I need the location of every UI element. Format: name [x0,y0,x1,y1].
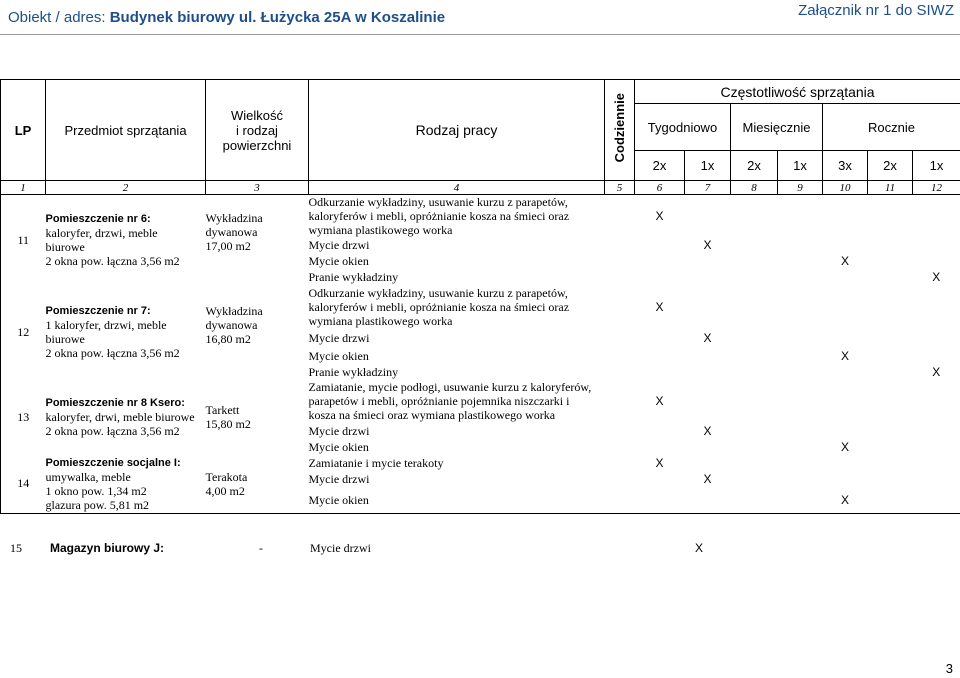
colnum: 6 [635,181,685,195]
mark-x: X [655,456,664,470]
col-yearly: Rocznie [823,104,960,151]
work-line: parapetów i mebli, opróżnianie pojemnika niszczarki i [308,394,570,408]
row-surface-line: dywanowa [205,318,258,332]
work-item: Mycie drzwi [308,238,370,252]
col-subject: Przedmiot sprzątania [46,80,206,181]
row-surface-line: 16,80 m2 [205,332,251,346]
work-line: kaloryferów i mebli, opróżnianie kosza na śmieci oraz [308,300,570,314]
row-subject [46,379,206,455]
work-item: Mycie okien [308,254,369,268]
row-subject-desc: 1 okno pow. 1,34 m2 [45,483,147,498]
header-divider [0,34,960,35]
row-lp: 14 [1,455,46,513]
work-item: Mycie drzwi [308,424,370,438]
row-surface-line: 4,00 m2 [205,483,245,498]
mark-x: X [840,349,849,363]
table-row-15 [0,541,960,556]
row-surface: - [259,541,263,555]
table-row [1,455,960,471]
work-item: Mycie drzwi [310,541,371,555]
table-row [1,379,960,423]
attachment-label: Załącznik nr 1 do SIWZ [798,2,954,19]
row-lp: 11 [1,195,46,286]
work-line: wymiana plastikowego worka [308,314,453,328]
mark-x: X [913,269,960,285]
work-line: Odkurzanie wykładziny, usuwanie kurzu z parapetów, [308,286,568,300]
freq-cell: 2x [635,151,685,181]
row-subject-title: Pomieszczenie nr 6: [45,213,151,225]
row-lp: 12 [1,285,46,379]
mark-x: X [655,300,664,314]
work-item: Mycie okien [309,487,605,513]
work-item: Zamiatanie i mycie terakoty [308,456,444,470]
mark-x: X [703,472,712,486]
col-monthly: Miesięcznie [731,104,823,151]
colnum: 11 [868,181,913,195]
row-surface-line: dywanowa [205,225,258,239]
row-subject-desc: kaloryfer, drwi, meble biurowe [45,410,195,424]
colnum: 12 [913,181,960,195]
page-number: 3 [945,661,953,676]
row-lp: 13 [1,379,46,455]
freq-cell: 3x [823,151,868,181]
work-item [309,285,605,329]
col-weekly: Tygodniowo [635,104,731,151]
col-daily [605,80,635,181]
row-subject [46,455,206,513]
mark-x: X [703,238,712,252]
mark-x: X [913,365,960,379]
col-work: Rodzaj pracy [309,80,605,181]
colnum: 7 [685,181,731,195]
work-line: kaloryferów i mebli, opróżnianie kosza na śmieci oraz [308,209,570,223]
row-subject-desc: kaloryfer, drzwi, meble [45,226,158,240]
work-item: Pranie wykładziny [308,365,399,379]
freq-title: Częstotliwość sprzątania [635,80,960,104]
work-line: kosza na śmieci oraz wymiana plastikowego worka [308,408,556,422]
freq-cell: 1x [778,151,823,181]
row-subject-desc: 2 okna pow. łączna 3,56 m2 [45,346,180,360]
row-surface-line: Terakota [205,469,248,484]
mark-x: X [655,394,664,408]
row-subject [46,285,206,379]
work-line: Odkurzanie wykładziny, usuwanie kurzu z parapetów, [308,195,568,209]
work-item: Pranie wykładziny [308,270,399,284]
col-lp: LP [1,80,46,181]
col-size-line3: powierzchni [222,137,292,153]
mark-x: X [695,541,704,555]
work-item: Mycie okien [308,440,369,454]
object-address-prefix: Obiekt / adres: [8,9,110,26]
colnum: 5 [605,181,635,195]
colnum: 4 [309,181,605,195]
row-subject-desc: 2 okna pow. łączna 3,56 m2 [45,254,180,268]
mark-x: X [823,487,868,513]
freq-cell: 2x [868,151,913,181]
row-surface-line: 17,00 m2 [205,239,251,253]
row-subject-title: Magazyn biurowy J: [50,541,165,555]
row-surface [206,285,309,365]
mark-x: X [840,440,849,454]
col-daily-label: Codziennie [612,93,627,163]
object-address-value: Budynek biurowy ul. Łużycka 25A w Koszalinie [109,9,446,26]
row-surface-line: Wykładzina [205,211,263,225]
work-line: Zamiatanie, mycie podłogi, usuwanie kurzu z kaloryferów, [308,380,592,394]
cleaning-schedule-table [0,79,960,514]
col-size [206,80,309,181]
row-surface-line: Tarkett [205,403,240,417]
work-item: Mycie okien [308,349,369,363]
row-subject-desc: umywalka, meble [45,469,131,484]
object-address [8,9,445,26]
colnum: 3 [206,181,309,195]
colnum: 10 [823,181,868,195]
table-row [1,195,960,238]
row-subject [46,195,206,286]
row-subject-desc: biurowe [45,240,85,254]
row-surface [206,379,309,455]
mark-x: X [840,254,849,268]
row-lp: 15 [10,541,22,555]
mark-x: X [655,209,664,223]
row-subject-desc: 1 kaloryfer, drzwi, meble [45,318,167,332]
colnum: 8 [731,181,778,195]
freq-cell: 1x [913,151,960,181]
row-surface-line: 15,80 m2 [205,417,251,431]
col-size-line1: Wielkość [230,107,283,123]
table-row [1,285,960,329]
row-subject-title: Pomieszczenie nr 7: [45,305,151,317]
freq-cell: 2x [731,151,778,181]
colnum: 9 [778,181,823,195]
work-item [309,195,605,238]
row-surface-line: Wykładzina [205,304,263,318]
row-surface [206,195,309,270]
colnum: 2 [46,181,206,195]
work-line: wymiana plastikowego worka [308,223,453,237]
mark-x: X [703,331,712,345]
work-item: Mycie drzwi [308,331,370,345]
page-header [0,0,960,36]
mark-x: X [703,424,712,438]
col-size-line2: i rodzaj [236,122,278,138]
row-subject-title: Pomieszczenie socjalne I: [45,456,181,469]
colnum: 1 [1,181,46,195]
work-item [309,379,605,423]
work-item: Mycie drzwi [308,472,370,486]
row-subject-desc: 2 okna pow. łączna 3,56 m2 [45,424,180,438]
row-subject-desc: glazura pow. 5,81 m2 [45,497,150,512]
row-subject-desc: biurowe [45,332,85,346]
row-surface [206,455,309,513]
row-subject-title: Pomieszczenie nr 8 Ksero: [45,397,185,409]
freq-cell: 1x [685,151,731,181]
